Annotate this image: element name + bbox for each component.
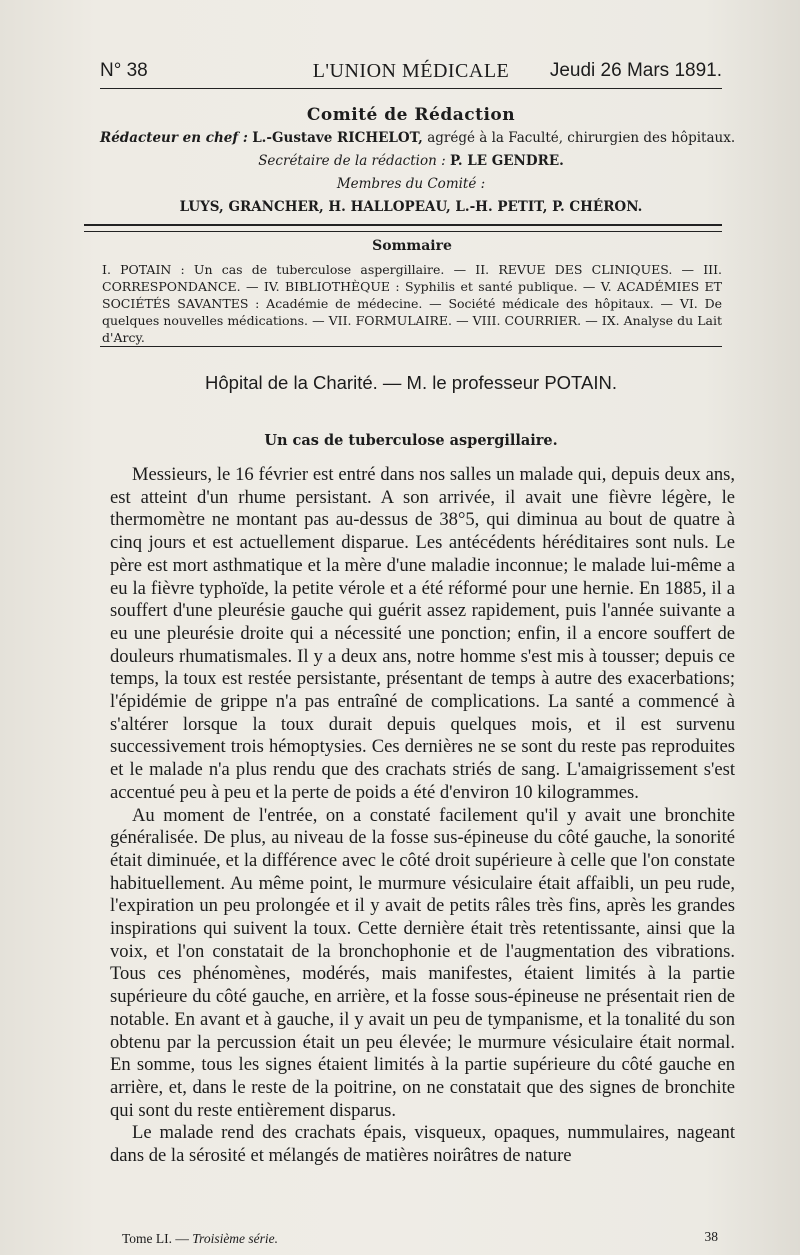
paragraph: Le malade rend des crachats épais, visqueux, opaques, nummulaires, nageant dans de la sérosité et mélangés de matières noirâtres de nature <box>110 1122 735 1167</box>
section-divider <box>100 346 722 347</box>
secretary-name: P. LE GENDRE. <box>449 153 564 169</box>
members-label: Membres du Comité : <box>336 176 486 192</box>
secretary-line <box>100 150 722 173</box>
editor-name: L.-Gustave RICHELOT, <box>252 130 423 146</box>
page-number: 38 <box>704 1229 718 1244</box>
paragraph: Au moment de l'entrée, on a constaté facilement qu'il y avait une bronchite généralisée. De plus, au niveau de la fosse sus-épineuse du côté gauche, la sonorité était diminuée, et la différence avec le côté droit supérieure à celle que l'on constate habituellement. Au même point, le murmure vésiculaire était affaibli, un peu rude, l'expiration un peu prolongée et il y avait de petits râles très fins, après les grandes inspirations qui suivent la toux. Cette dernière était très retentissante, ainsi que la voix, et l'on constatait de la bronchophonie et de l'augmentation des vibrations. Tous ces phénomènes, modérés, mais manifestes, étaient limités à la partie supérieure du côté gauche, en arrière, et la fosse sous-épineuse ne présentait rien de notable. En avant et à gauche, il y avait un peu de tympanisme, et la tonalité du son obtenu par la percussion était un peu élevée; le murmure vésiculaire était normal. En somme, tous les signes étaient limités à la partie supérieure du côté gauche en arrière, et, dans le reste de la poitrine, on ne constatait que des signes de bronchite qui sont du reste entièrement disparus. <box>110 804 735 1121</box>
committee-title: Comité de Rédaction <box>306 105 516 125</box>
editor-description: agrégé à la Faculté, chirurgien des hôpitaux. <box>427 130 736 146</box>
tome-info <box>122 1231 278 1247</box>
article-body <box>110 464 735 1168</box>
double-divider <box>84 224 722 232</box>
editor-label: Rédacteur en chef : <box>100 130 248 146</box>
sommaire-text: I. POTAIN : Un cas de tuberculose aspergillaire. — II. REVUE DES CLINIQUES. — III. CORRESPONDANCE. — IV. BIBLIOTHÈQUE : Syphilis et santé publique. — V. ACADÉMIES ET SOCIÉTÉS SAVANTES : Académie de médecine. — Société médicale des hôpitaux. — VI. De quelques nouvelles médications. — VII. FORMULAIRE. — VIII. COURRIER. — IX. Analyse du Lait d'Arcy. <box>102 262 722 345</box>
members-names: LUYS, GRANCHER, H. HALLOPEAU, L.-H. PETIT, P. CHÉRON. <box>179 199 643 215</box>
page-header <box>100 58 722 89</box>
journal-title: L'UNION MÉDICALE <box>312 60 510 82</box>
section-heading: Hôpital de la Charité. — M. le professeur POTAIN. <box>205 372 617 393</box>
table-of-contents <box>102 238 722 346</box>
editorial-committee <box>100 104 736 219</box>
paragraph: Messieurs, le 16 février est entré dans nos salles un malade qui, depuis deux ans, est atteint d'un rhume persistant. A son arrivée, il avait une fièvre légère, le thermomètre ne montant pas au-dessus de 38°5, qui diminua au bout de quatre à cinq jours et est actuellement disparue. Les antécédents héréditaires sont nuls. Le père est mort asthmatique et la mère d'une maladie inconnue; le malade lui-même a eu la fièvre typhoïde, la petite vérole et a été réformé pour une hernie. En 1885, il a souffert d'une pleurésie gauche qui guérit assez rapidement, puis l'année suivante a eu une pleurésie droite qui a nécessité une ponction; enfin, il a encore souffert de douleurs rhumatismales. Il y a deux ans, notre homme s'est mis à tousser; depuis ce temps, la toux est restée persistante, présentant de temps à autre des exacerbations; l'épidémie de grippe n'a pas entraîné de complications. La santé a commencé à s'altérer lorsque la toux durait depuis quelques mois, et il est survenu successivement trois hémoptysies. Ces dernières ne se sont du reste pas reproduites et le malade n'a plus rendu que des crachats striés de sang. L'amaigrissement s'est accentué peu à peu et la perte de poids a été d'environ 10 kilogrammes. <box>110 464 735 803</box>
editor-line <box>100 127 736 150</box>
secretary-label: Secrétaire de la rédaction : <box>258 153 446 169</box>
article-title: Un cas de tuberculose aspergillaire. <box>264 432 558 449</box>
issue-date: Jeudi 26 Mars 1891. <box>549 60 722 81</box>
tome-label: Tome LI. — <box>122 1231 189 1246</box>
series-label: Troisième série. <box>192 1231 279 1246</box>
issue-number: N° 38 <box>100 60 148 81</box>
sommaire-title: Sommaire <box>372 238 452 254</box>
